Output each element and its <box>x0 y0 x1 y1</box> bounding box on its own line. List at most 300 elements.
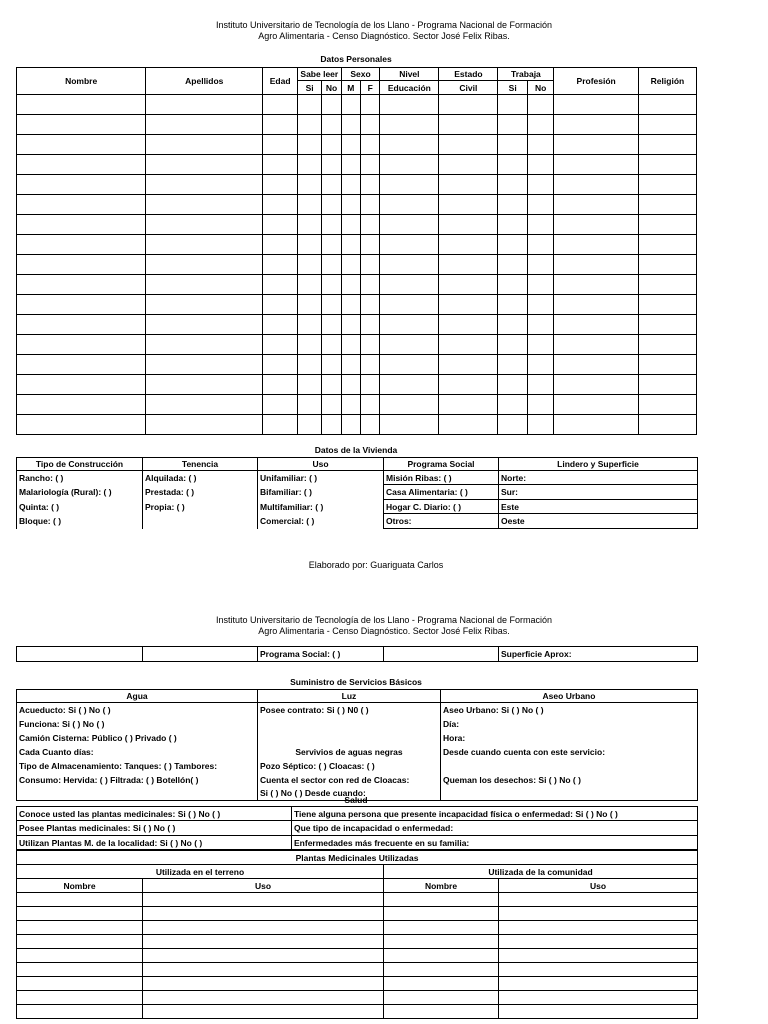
table-cell[interactable] <box>638 235 696 255</box>
servicios-cell: Si ( ) No ( ) Desde cuando: <box>258 787 441 801</box>
plantas-cell[interactable] <box>17 893 143 907</box>
table-cell[interactable] <box>361 415 380 435</box>
table-cell[interactable] <box>146 235 263 255</box>
plantas-cell[interactable] <box>384 907 499 921</box>
col-sexo-f: F <box>361 81 380 95</box>
table-cell[interactable] <box>527 275 553 295</box>
table-cell[interactable] <box>263 295 298 315</box>
table-cell[interactable] <box>17 395 146 415</box>
table-cell[interactable] <box>554 295 638 315</box>
table-cell[interactable] <box>146 335 263 355</box>
table-cell[interactable] <box>297 155 321 175</box>
table-cell[interactable] <box>380 235 439 255</box>
table-cell[interactable] <box>527 315 553 335</box>
plantas-cell[interactable] <box>143 949 384 963</box>
vivienda-cell: Casa Alimentaria: ( ) <box>384 485 499 500</box>
table-cell[interactable] <box>263 195 298 215</box>
table-cell[interactable] <box>341 235 360 255</box>
table-cell[interactable] <box>322 175 341 195</box>
table-cell[interactable] <box>146 275 263 295</box>
table-cell[interactable] <box>554 395 638 415</box>
table-cell[interactable] <box>380 135 439 155</box>
salud-cell: Que tipo de incapacidad o enfermedad: <box>292 821 698 836</box>
table-cell[interactable] <box>361 95 380 115</box>
datos-vivienda-title: Datos de la Vivienda <box>314 445 398 455</box>
table-cell[interactable] <box>498 355 528 375</box>
plantas-cell[interactable] <box>17 991 143 1005</box>
table-cell[interactable] <box>341 95 360 115</box>
table-cell[interactable] <box>498 415 528 435</box>
table-cell[interactable] <box>439 235 498 255</box>
table-cell[interactable] <box>17 95 146 115</box>
table-cell[interactable] <box>17 155 146 175</box>
plantas-cell[interactable] <box>499 907 698 921</box>
plantas-cell[interactable] <box>499 991 698 1005</box>
table-cell[interactable] <box>439 295 498 315</box>
table-cell[interactable] <box>146 395 263 415</box>
table-cell[interactable] <box>263 175 298 195</box>
table-cell[interactable] <box>638 195 696 215</box>
table-cell[interactable] <box>341 415 360 435</box>
plantas-cell[interactable] <box>143 963 384 977</box>
table-cell[interactable] <box>322 275 341 295</box>
table-cell[interactable] <box>297 195 321 215</box>
table-cell[interactable] <box>322 375 341 395</box>
table-cell[interactable] <box>263 155 298 175</box>
table-cell[interactable] <box>554 235 638 255</box>
plantas-cell[interactable] <box>384 1005 499 1019</box>
plantas-cell[interactable] <box>499 1005 698 1019</box>
table-cell[interactable] <box>146 415 263 435</box>
table-cell[interactable] <box>638 115 696 135</box>
table-cell[interactable] <box>498 255 528 275</box>
table-cell[interactable] <box>554 375 638 395</box>
table-cell[interactable] <box>498 175 528 195</box>
table-cell[interactable] <box>554 255 638 275</box>
vivienda-cell: Oeste <box>499 514 698 529</box>
plantas-cell[interactable] <box>384 935 499 949</box>
table-cell[interactable] <box>638 255 696 275</box>
table-cell[interactable] <box>554 135 638 155</box>
table-cell[interactable] <box>638 175 696 195</box>
table-row <box>17 355 697 375</box>
table-cell[interactable] <box>263 275 298 295</box>
table-cell[interactable] <box>322 415 341 435</box>
table-cell[interactable] <box>498 115 528 135</box>
table-cell[interactable] <box>498 335 528 355</box>
table-cell[interactable] <box>554 275 638 295</box>
table-cell[interactable] <box>297 95 321 115</box>
table-cell[interactable] <box>146 195 263 215</box>
table-cell[interactable] <box>17 255 146 275</box>
plantas-cell[interactable] <box>384 991 499 1005</box>
table-cell[interactable] <box>263 315 298 335</box>
table-cell[interactable] <box>380 375 439 395</box>
table-cell[interactable] <box>527 255 553 275</box>
table-cell[interactable] <box>322 195 341 215</box>
table-cell[interactable] <box>17 195 146 215</box>
table-cell[interactable] <box>638 215 696 235</box>
table-cell[interactable] <box>361 155 380 175</box>
table-cell[interactable] <box>380 315 439 335</box>
table-cell[interactable] <box>527 235 553 255</box>
table-cell[interactable] <box>322 335 341 355</box>
table-cell[interactable] <box>380 155 439 175</box>
table-cell[interactable] <box>263 215 298 235</box>
table-cell[interactable] <box>341 115 360 135</box>
table-cell[interactable] <box>263 335 298 355</box>
table-cell[interactable] <box>554 155 638 175</box>
table-cell[interactable] <box>263 135 298 155</box>
servicios-cell: Aseo Urbano: Si ( ) No ( ) <box>441 703 698 717</box>
vivienda-cell: Prestada: ( ) <box>143 485 258 500</box>
table-cell[interactable] <box>341 135 360 155</box>
table-cell[interactable] <box>17 335 146 355</box>
table-cell[interactable] <box>297 315 321 335</box>
table-cell[interactable] <box>322 115 341 135</box>
plantas-cell[interactable] <box>499 963 698 977</box>
table-cell[interactable] <box>297 295 321 315</box>
table-cell[interactable] <box>146 295 263 315</box>
table-cell[interactable] <box>341 175 360 195</box>
table-cell[interactable] <box>341 315 360 335</box>
table-cell[interactable] <box>498 235 528 255</box>
table-cell[interactable] <box>361 295 380 315</box>
table-cell[interactable] <box>361 195 380 215</box>
table-cell[interactable] <box>439 95 498 115</box>
table-row <box>17 275 697 295</box>
table-cell[interactable] <box>527 175 553 195</box>
plantas-cell[interactable] <box>17 921 143 935</box>
table-cell[interactable] <box>439 195 498 215</box>
table-row <box>17 395 697 415</box>
table-cell[interactable] <box>554 115 638 135</box>
table-cell[interactable] <box>554 335 638 355</box>
table-cell[interactable] <box>146 315 263 335</box>
table-cell[interactable] <box>361 335 380 355</box>
table-cell[interactable] <box>322 315 341 335</box>
table-cell[interactable] <box>554 175 638 195</box>
table-cell[interactable] <box>146 375 263 395</box>
table-cell[interactable] <box>638 155 696 175</box>
plantas-cell[interactable] <box>384 963 499 977</box>
table-cell[interactable] <box>439 155 498 175</box>
table-cell[interactable] <box>146 255 263 275</box>
plantas-cell[interactable] <box>143 935 384 949</box>
col-civil: Civil <box>439 81 498 95</box>
table-cell[interactable] <box>361 135 380 155</box>
vivienda-cell: Propia: ( ) <box>143 500 258 514</box>
table-cell[interactable] <box>297 115 321 135</box>
table-cell[interactable] <box>322 95 341 115</box>
plantas-cell[interactable] <box>143 907 384 921</box>
table-cell[interactable] <box>439 375 498 395</box>
table-cell[interactable] <box>322 295 341 315</box>
table-row <box>17 135 697 155</box>
plantas-cell[interactable] <box>17 963 143 977</box>
table-cell[interactable] <box>297 275 321 295</box>
table-cell[interactable] <box>498 375 528 395</box>
table-cell[interactable] <box>380 275 439 295</box>
table-cell[interactable] <box>498 95 528 115</box>
table-cell[interactable] <box>439 255 498 275</box>
table-cell[interactable] <box>554 315 638 335</box>
table-cell[interactable] <box>361 395 380 415</box>
table-cell[interactable] <box>263 355 298 375</box>
table-cell[interactable] <box>638 395 696 415</box>
table-cell[interactable] <box>527 375 553 395</box>
table-cell[interactable] <box>498 155 528 175</box>
table-row <box>17 195 697 215</box>
table-cell[interactable] <box>439 215 498 235</box>
table-cell[interactable] <box>17 355 146 375</box>
table-cell[interactable] <box>498 395 528 415</box>
table-cell[interactable] <box>439 175 498 195</box>
plantas-title: Plantas Medicinales Utilizadas <box>17 851 698 865</box>
table-cell[interactable] <box>638 275 696 295</box>
vivienda-cell: Comercial: ( ) <box>258 514 384 529</box>
col-edad: Edad <box>263 68 298 95</box>
table-cell[interactable] <box>638 315 696 335</box>
plantas-row <box>17 921 698 935</box>
vivienda-cell: Sur: <box>499 485 698 500</box>
table-cell[interactable] <box>263 375 298 395</box>
col-nivel: Nivel <box>380 68 439 81</box>
table-cell[interactable] <box>380 255 439 275</box>
table-cell[interactable] <box>527 395 553 415</box>
table-cell[interactable] <box>380 215 439 235</box>
table-cell[interactable] <box>439 135 498 155</box>
table-cell[interactable] <box>554 415 638 435</box>
table-cell[interactable] <box>341 155 360 175</box>
table-cell[interactable] <box>341 355 360 375</box>
vivienda-header-tipo: Tipo de Construcción <box>17 458 143 471</box>
plantas-cell[interactable] <box>384 893 499 907</box>
table-cell[interactable] <box>17 215 146 235</box>
plantas-cell[interactable] <box>499 977 698 991</box>
table-cell[interactable] <box>297 355 321 375</box>
table-cell[interactable] <box>341 195 360 215</box>
servicios-cell: Posee contrato: Si ( ) N0 ( ) <box>258 703 441 717</box>
table-cell[interactable] <box>17 415 146 435</box>
table-row <box>17 115 697 135</box>
table-cell[interactable] <box>297 395 321 415</box>
table-cell[interactable] <box>498 295 528 315</box>
table-cell[interactable] <box>527 115 553 135</box>
table-cell[interactable] <box>146 175 263 195</box>
table-cell[interactable] <box>527 195 553 215</box>
table-cell[interactable] <box>527 215 553 235</box>
table-cell[interactable] <box>361 375 380 395</box>
plantas-cell[interactable] <box>499 935 698 949</box>
table-cell[interactable] <box>341 395 360 415</box>
table-cell[interactable] <box>380 395 439 415</box>
servicios-table <box>16 689 698 801</box>
vivienda-header-programa: Programa Social <box>384 458 499 471</box>
plantas-cell[interactable] <box>17 977 143 991</box>
table-cell[interactable] <box>527 335 553 355</box>
table-cell[interactable] <box>297 255 321 275</box>
servicios-cell: Día: <box>441 717 698 731</box>
table-cell[interactable] <box>297 175 321 195</box>
table-cell[interactable] <box>17 275 146 295</box>
table-cell[interactable] <box>638 415 696 435</box>
table-cell[interactable] <box>263 115 298 135</box>
table-cell[interactable] <box>17 175 146 195</box>
table-cell[interactable] <box>297 235 321 255</box>
table-cell[interactable] <box>361 175 380 195</box>
table-cell[interactable] <box>527 135 553 155</box>
table-cell[interactable] <box>439 315 498 335</box>
vivienda-header-lindero: Lindero y Superficie <box>499 458 698 471</box>
table-cell[interactable] <box>498 135 528 155</box>
table-cell[interactable] <box>380 415 439 435</box>
table-row <box>17 155 697 175</box>
table-cell[interactable] <box>638 335 696 355</box>
table-cell[interactable] <box>146 115 263 135</box>
table-cell[interactable] <box>263 395 298 415</box>
table-cell[interactable] <box>341 335 360 355</box>
table-cell[interactable] <box>554 355 638 375</box>
table-cell[interactable] <box>146 355 263 375</box>
table-cell[interactable] <box>146 135 263 155</box>
table-cell[interactable] <box>527 155 553 175</box>
plantas-cell[interactable] <box>143 991 384 1005</box>
plantas-cell[interactable] <box>17 949 143 963</box>
table-cell[interactable] <box>527 415 553 435</box>
salud-cell: Posee Plantas medicinales: Si ( ) No ( ) <box>17 821 292 836</box>
table-cell[interactable] <box>263 235 298 255</box>
table-cell[interactable] <box>439 395 498 415</box>
superficie-aprox-field: Superficie Aprox: <box>499 647 698 662</box>
table-cell[interactable] <box>527 295 553 315</box>
table-cell[interactable] <box>322 395 341 415</box>
plantas-cell[interactable] <box>17 907 143 921</box>
table-cell[interactable] <box>146 155 263 175</box>
salud-cell: Utilizan Plantas M. de la localidad: Si ( ) No ( ) <box>17 836 292 850</box>
plantas-cell[interactable] <box>143 1005 384 1019</box>
table-cell[interactable] <box>17 315 146 335</box>
table-row <box>17 235 697 255</box>
table-cell[interactable] <box>17 235 146 255</box>
servicios-cell: Tipo de Almacenamiento: Tanques: ( ) Tambores: <box>17 759 258 773</box>
table-cell[interactable] <box>361 115 380 135</box>
vivienda-table <box>16 457 698 529</box>
plantas-cell[interactable] <box>499 893 698 907</box>
servicios-cell: Consumo: Hervida: ( ) Filtrada: ( ) Botellón( ) <box>17 773 258 787</box>
vivienda-cell: Misión Ribas: ( ) <box>384 471 499 485</box>
plantas-cell[interactable] <box>17 1005 143 1019</box>
table-cell[interactable] <box>263 415 298 435</box>
table-cell[interactable] <box>263 95 298 115</box>
datos-personales-title: Datos Personales <box>320 54 392 64</box>
table-cell[interactable] <box>361 215 380 235</box>
table-cell[interactable] <box>322 155 341 175</box>
table-cell[interactable] <box>297 375 321 395</box>
table-cell[interactable] <box>361 315 380 335</box>
table-cell[interactable] <box>527 355 553 375</box>
table-cell[interactable] <box>322 135 341 155</box>
plantas-cell[interactable] <box>143 977 384 991</box>
table-cell[interactable] <box>638 135 696 155</box>
terreno-header: Utilizada en el terreno <box>17 865 384 879</box>
plantas-row <box>17 1005 698 1019</box>
table-cell[interactable] <box>297 135 321 155</box>
table-cell[interactable] <box>380 335 439 355</box>
table-cell[interactable] <box>498 215 528 235</box>
table-cell[interactable] <box>554 195 638 215</box>
table-cell[interactable] <box>380 95 439 115</box>
table-cell[interactable] <box>341 255 360 275</box>
table-cell[interactable] <box>297 335 321 355</box>
table-cell[interactable] <box>638 95 696 115</box>
table-cell[interactable] <box>322 255 341 275</box>
table-cell[interactable] <box>17 135 146 155</box>
table-cell[interactable] <box>554 95 638 115</box>
table-cell[interactable] <box>439 415 498 435</box>
vivienda-header-tenencia: Tenencia <box>143 458 258 471</box>
table-cell[interactable] <box>297 415 321 435</box>
plantas-cell[interactable] <box>499 921 698 935</box>
table-cell[interactable] <box>263 255 298 275</box>
table-cell[interactable] <box>322 215 341 235</box>
table-cell[interactable] <box>146 95 263 115</box>
table-cell[interactable] <box>638 375 696 395</box>
table-cell[interactable] <box>341 275 360 295</box>
table-cell[interactable] <box>17 375 146 395</box>
table-cell[interactable] <box>380 355 439 375</box>
table-cell[interactable] <box>439 115 498 135</box>
table-cell[interactable] <box>322 235 341 255</box>
plantas-cell[interactable] <box>384 949 499 963</box>
table-cell[interactable] <box>341 295 360 315</box>
table-cell[interactable] <box>361 255 380 275</box>
table-cell[interactable] <box>380 175 439 195</box>
table-cell[interactable] <box>361 355 380 375</box>
table-cell[interactable] <box>341 375 360 395</box>
table-cell[interactable] <box>146 215 263 235</box>
table-cell[interactable] <box>638 295 696 315</box>
table-cell[interactable] <box>638 355 696 375</box>
table-cell[interactable] <box>380 115 439 135</box>
table-cell[interactable] <box>341 215 360 235</box>
table-cell[interactable] <box>322 355 341 375</box>
table-row <box>17 215 697 235</box>
table-cell[interactable] <box>498 195 528 215</box>
table-cell[interactable] <box>498 275 528 295</box>
table-cell[interactable] <box>361 275 380 295</box>
table-cell[interactable] <box>498 315 528 335</box>
table-cell[interactable] <box>380 195 439 215</box>
plantas-cell[interactable] <box>143 893 384 907</box>
table-cell[interactable] <box>554 215 638 235</box>
plantas-cell[interactable] <box>384 977 499 991</box>
table-cell[interactable] <box>439 275 498 295</box>
plantas-cell[interactable] <box>17 935 143 949</box>
table-cell[interactable] <box>439 335 498 355</box>
header-line-2: Agro Alimentaria - Censo Diagnóstico. Sector José Felix Ribas. <box>258 31 510 41</box>
table-cell[interactable] <box>297 215 321 235</box>
table-cell[interactable] <box>17 115 146 135</box>
plantas-cell[interactable] <box>499 949 698 963</box>
table-cell[interactable] <box>527 95 553 115</box>
table-cell[interactable] <box>17 295 146 315</box>
table-cell[interactable] <box>439 355 498 375</box>
plantas-cell[interactable] <box>384 921 499 935</box>
table-cell[interactable] <box>380 295 439 315</box>
plantas-cell[interactable] <box>143 921 384 935</box>
table-cell[interactable] <box>361 235 380 255</box>
